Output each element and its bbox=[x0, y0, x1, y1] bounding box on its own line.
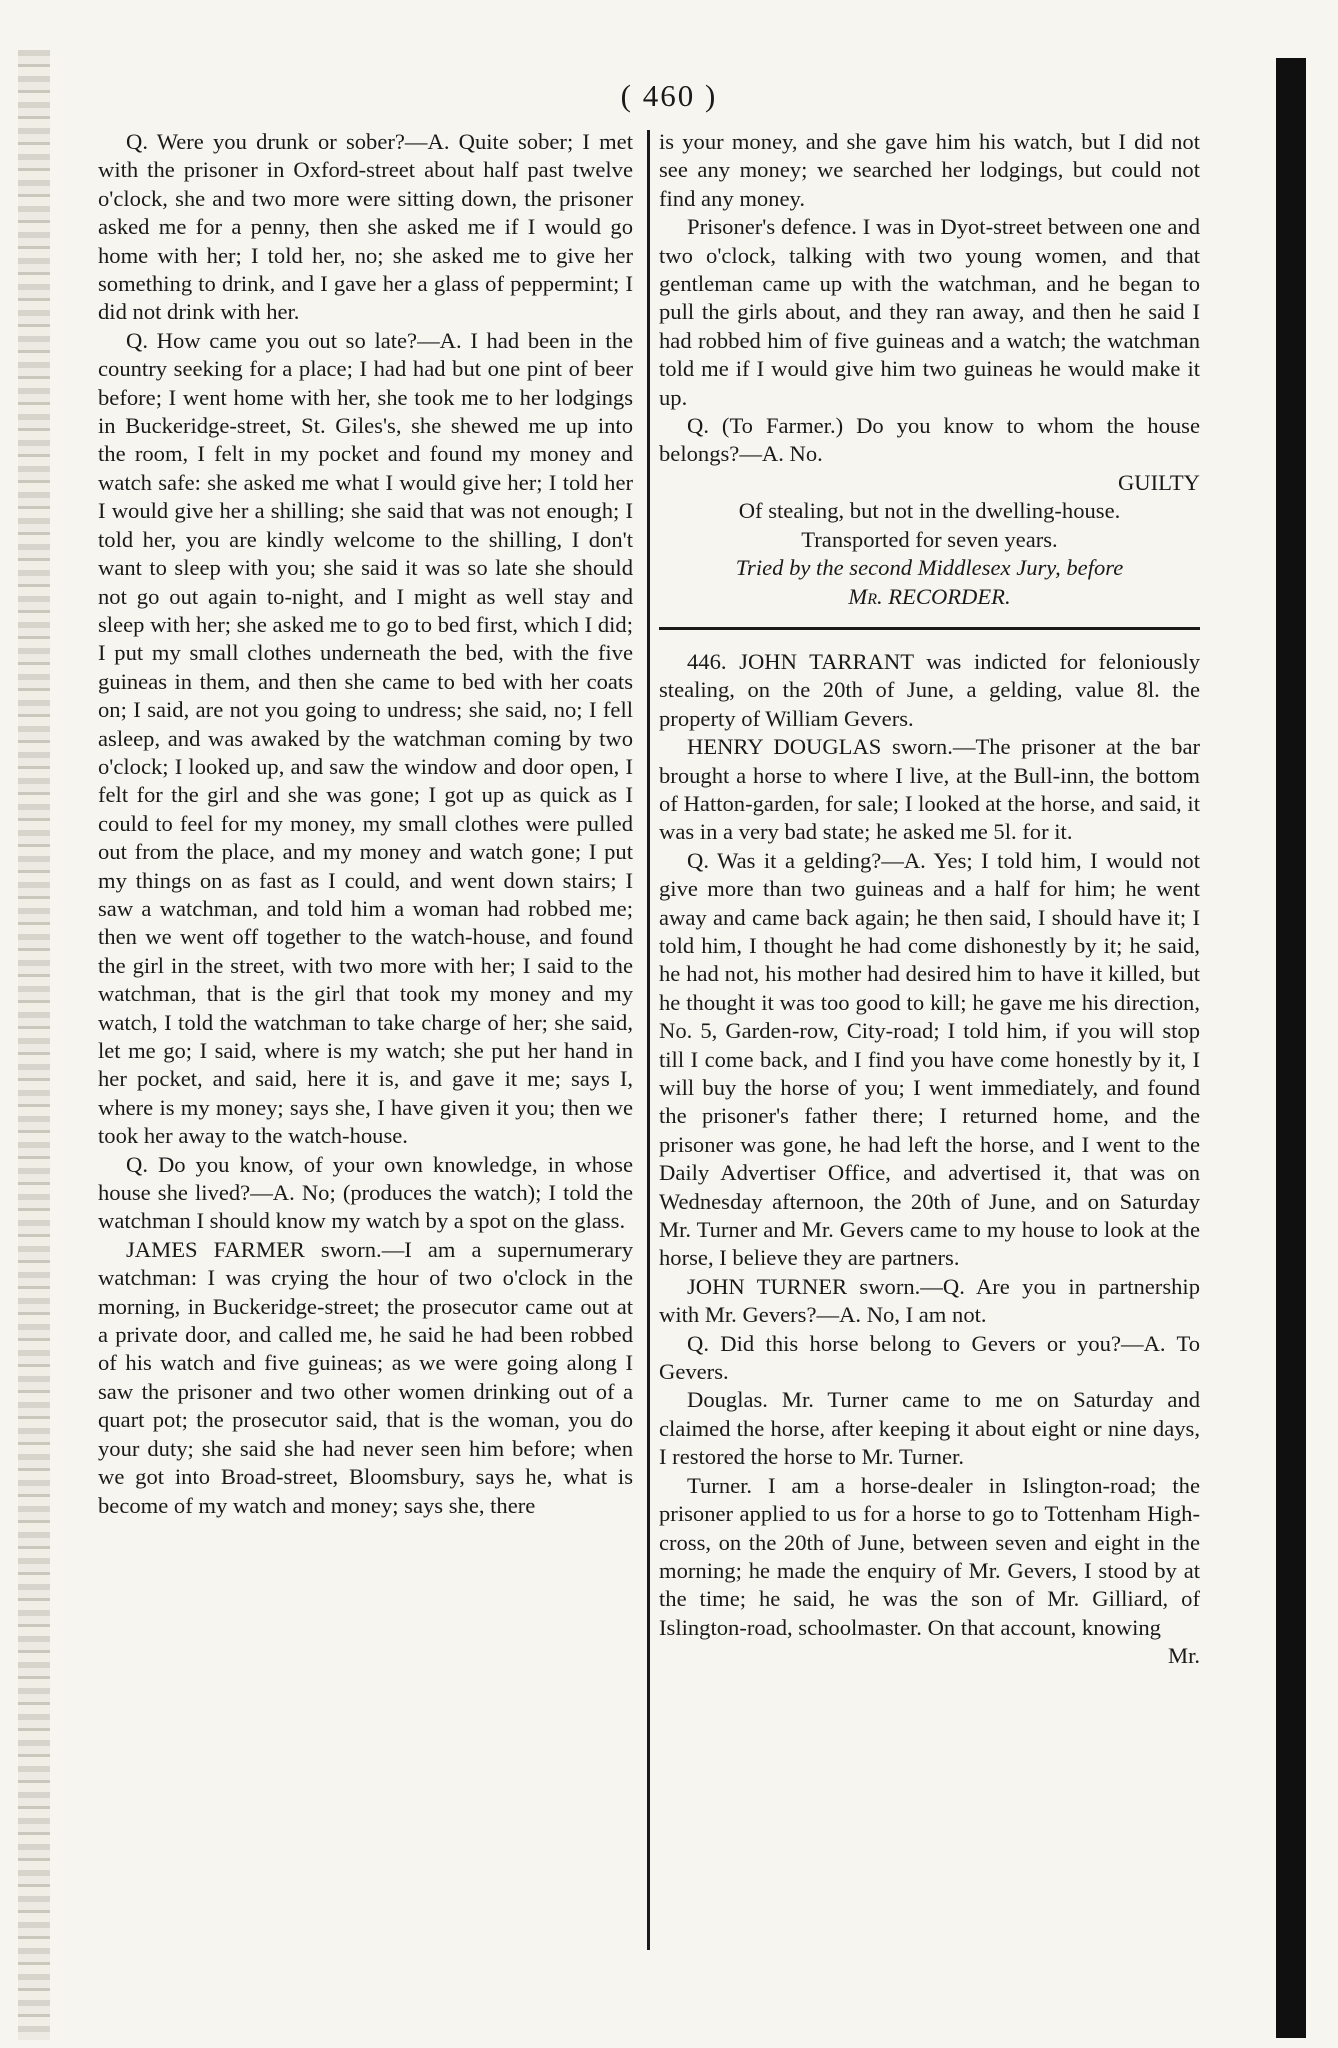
right-paragraph: Turner. I am a horse-dealer in Islington-road; the prisoner applied to us for a horse to go to Tottenham High-cross, on the 20th of June, between seven and eight in the morning; he made the enquiry of Mr. Gevers, I stood by at the time; he said, he was the son of Mr. Gilliard, of Islington-road, schoolmaster. On that account, knowing bbox=[659, 1472, 1200, 1640]
catchword: Mr. bbox=[1167, 1643, 1200, 1669]
verdict-text: Of stealing, but not in the dwelling-house. bbox=[738, 498, 1121, 524]
verdict-row bbox=[659, 412, 1200, 469]
right-column bbox=[659, 128, 1200, 1671]
page-number: ( 460 ) bbox=[620, 78, 718, 113]
right-paragraph: 446. JOHN TARRANT was indicted for feloniously stealing, on the 20th of June, a gelding, value 8l. the property of William Gevers. bbox=[659, 648, 1200, 731]
left-paragraph: Q. How came you out so late?—A. I had been in the country seeking for a place; I had had but one pint of beer before; I went home with her, she took me to her lodgings in Buckeridge-street, St. Giles's, she shewed me up into the room, I felt in my pocket and found my money and watch safe: she asked me what I would give her; I told her I would give her a shilling; she said that was not enough; I told her, you are kindly welcome to the shilling, I don't want to sleep with you; she said it was so late she should not go out again to-night, and I might as well stay and sleep with her; she asked me to go to bed first, which I did; I put my small clothes underneath the bed, with the five guineas in them, and then she came to bed with her coats on; I said, are not you going to undress; she said, no; I fell asleep, and was awaked by the watchman coming by two o'clock; I looked up, and saw the window and door open, I felt for the girl and she was gone; I got up as quick as I could to feel for my money, my small clothes were pulled out from the place, and my money and watch gone; I put my things on as fast as I could, and went down stairs; I saw a watchman, and told him a woman had robbed me; then we went off together to the watch-house, and found the girl in the street, with two more with her; I said to the watchman, that is the girl that took my money and my watch, I told the watchman to take charge of her; she said, let me go; I said, where is my watch; she put her hand in her pocket, and said, here it is, and gave it me; says I, where is my money; says she, I have given it you; then we took her away to the watch-house. bbox=[98, 327, 633, 1149]
verdict-label: GUILTY bbox=[1117, 469, 1200, 495]
left-paragraph: Q. Were you drunk or sober?—A. Quite sober; I met with the prisoner in Oxford-street about half past twelve o'clock, she and two more were sitting down, the prisoner asked me for a penny, then she asked me if I would go home with her; I told her, no; she asked me to give her something to drink, and I gave her a glass of peppermint; I did not drink with her. bbox=[98, 129, 633, 325]
right-paragraph: Q. (To Farmer.) Do you know to whom the house belongs?—A. No. bbox=[659, 413, 1200, 467]
section-rule bbox=[659, 627, 1200, 630]
right-paragraph: Prisoner's defence. I was in Dyot-street between one and two o'clock, talking with two young women, and that gentleman came up with the watchman, and he began to pull the girls about, and they ran away, and then he said I had robbed him of five guineas and a watch; the watchman told me if I would give him two guineas he would make it up. bbox=[659, 214, 1200, 410]
right-paragraph: Douglas. Mr. Turner came to me on Saturday and claimed the horse, after keeping it about eight or nine days, I restored the horse to Mr. Turner. bbox=[659, 1387, 1200, 1470]
right-paragraph: Q. Did this horse belong to Gevers or you?—A. To Gevers. bbox=[659, 1330, 1200, 1385]
recorder-line: Mr. RECORDER. bbox=[848, 583, 1011, 609]
right-paragraph: HENRY DOUGLAS sworn.—The prisoner at the bar brought a horse to where I live, at the Bull-inn, the bottom of Hatton-garden, for sale; I looked at the horse, and said, it was in a very bad state; he asked me 5l. for it. bbox=[659, 734, 1200, 845]
sentence-text: Transported for seven years. bbox=[801, 526, 1058, 552]
column-divider bbox=[647, 130, 650, 1950]
left-paragraph: Q. Do you know, of your own knowledge, in whose house she lived?—A. No; (produces the watch); I told the watchman I should know my watch by a spot on the glass. bbox=[98, 1151, 633, 1234]
right-paragraph: JOHN TURNER sworn.—Q. Are you in partnership with Mr. Gevers?—A. No, I am not. bbox=[659, 1273, 1200, 1328]
left-column bbox=[98, 128, 633, 1520]
scan-edge-bar bbox=[1276, 58, 1306, 2038]
bound-edge bbox=[18, 50, 50, 2040]
right-paragraph: is your money, and she gave him his watch, but I did not see any money; we searched her lodgings, but could not find any money. bbox=[659, 129, 1200, 211]
right-paragraph: Q. Was it a gelding?—A. Yes; I told him, I would not give more than two guineas and a half for him; he went away and came back again; he then said, I should have it; I told him, I thought he had come dishonestly by it; he said, he had not, his mother had desired him to have it killed, but he thought it was too good to kill; he gave me his direction, No. 5, Garden-row, City-road; I told him, if you will stop till I come back, and I find you have come honestly by it, I will buy the horse of you; I went immediately, and found the prisoner's father there; I returned home, and the prisoner was gone, he had left the horse, and I went to the Daily Advertiser Office, and advertised it, that was on Wednesday afternoon, the 20th of June, and on Saturday Mr. Turner and Mr. Gevers came to my house to look at the horse, I believe they are partners. bbox=[659, 847, 1200, 1271]
jury-line: Tried by the second Middlesex Jury, before bbox=[735, 555, 1124, 581]
left-paragraph: JAMES FARMER sworn.—I am a supernumerary watchman: I was crying the hour of two o'clock in the morning, in Buckeridge-street; the prosecutor came out at a private door, and called me, he said he had been robbed of his watch and five guineas; as we were going along I saw the prisoner and two other women drinking out of a quart pot; the prosecutor said, that is the woman, you do your duty; she said she had never seen him before; when we got into Broad-street, Bloomsbury, says he, what is become of my watch and money; says she, there bbox=[98, 1236, 633, 1518]
